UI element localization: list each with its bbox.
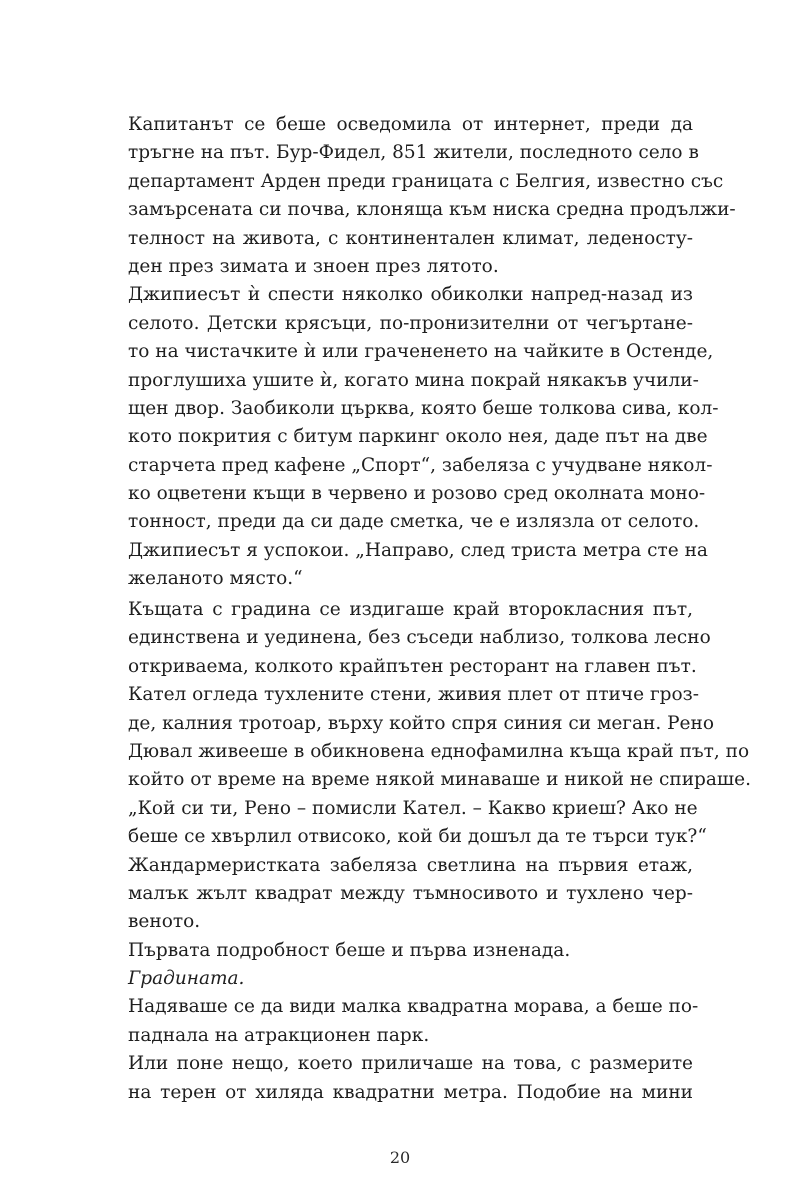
text-line: департамент Арден преди границата с Белгия, известно със [128, 170, 724, 192]
text-line: веното. [128, 911, 201, 933]
text-line: телност на живота, с континентален климат, леденосту- [128, 227, 693, 249]
text-line: ден през зимата и зноен през лятото. [128, 255, 499, 277]
text-line: Жандармеристката забеляза светлина на първия етаж, [128, 854, 693, 876]
text-line: де, калния тротоар, върху който спря синия си меган. Рено [128, 712, 714, 734]
text-line: кото покрития с битум паркинг около нея, даде път на две [128, 426, 708, 448]
text-section-2 [128, 596, 751, 1107]
text-line: щен двор. Заобиколи църква, която беше толкова сива, кол- [128, 397, 719, 419]
text-line: Надяваше се да види малка квадратна морава, а беше по- [128, 996, 699, 1018]
text-line: тръгне на път. Бур-Фидел, 851 жители, последното село в [128, 142, 699, 164]
text-line: „Кой си ти, Рено – помисли Кател. – Какво криеш? Ако не [128, 797, 698, 819]
text-line: Дювал живееше в обикновена еднофамилна къща край път, по [128, 740, 750, 762]
text-line: Джипиесът ѝ спести няколко обиколки напред-назад из [128, 284, 693, 306]
text-line: Джипиесът я успокои. „Направо, след триста метра сте на [128, 539, 708, 561]
text-line: беше се хвърлил отвисоко, кой би дошъл да те търси тук?“ [128, 826, 707, 848]
text-line: Първата подробност беше и първа изненада. [128, 939, 571, 961]
text-line: Къщата с градина се издигаше край второкласния път, [128, 599, 693, 620]
text-line: откриваема, колкото крайпътен ресторант на главен път. [128, 655, 697, 677]
text-line: желаното място.“ [128, 568, 303, 590]
page-number: 20 [389, 1148, 411, 1167]
text-line: тонност, преди да си даде сметка, че е излязла от селото. [128, 511, 700, 533]
text-line: Или поне нещо, което приличаше на това, с размерите [128, 1053, 693, 1075]
text-line: на терен от хиляда квадратни метра. Подобие на мини [128, 1081, 693, 1103]
text-line: Кател огледа тухлените стени, живия плет от птиче гроз- [128, 684, 699, 706]
text-line: паднала на атракционен парк. [128, 1024, 430, 1046]
text-line: то на чистачките ѝ или грачененето на чайките в Остенде, [128, 341, 714, 363]
text-line: замърсената си почва, клоняща към ниска средна продължи- [128, 199, 736, 221]
text-line: единствена и уединена, без съседи наблизо, толкова лесно [128, 627, 711, 649]
text-line: Капитанът се беше осведомила от интернет, преди да [128, 114, 693, 135]
text-line: малък жълт квадрат между тъмносивото и тухлено чер- [128, 882, 693, 904]
text-line: старчета пред кафене „Спорт“, забеляза с учудване някол- [128, 454, 713, 476]
text-line-emphasis: Градината. [128, 968, 245, 990]
text-section-1 [128, 111, 736, 594]
text-line: ко оцветени къщи в червено и розово сред околната моно- [128, 483, 706, 505]
text-line: селото. Детски крясъци, по-пронизителни от чегъртане- [128, 312, 693, 334]
text-line: проглушиха ушите ѝ, когато мина покрай някакъв учили- [128, 369, 699, 391]
text-line: който от време на време някой минаваше и никой не спираше. [128, 769, 751, 791]
